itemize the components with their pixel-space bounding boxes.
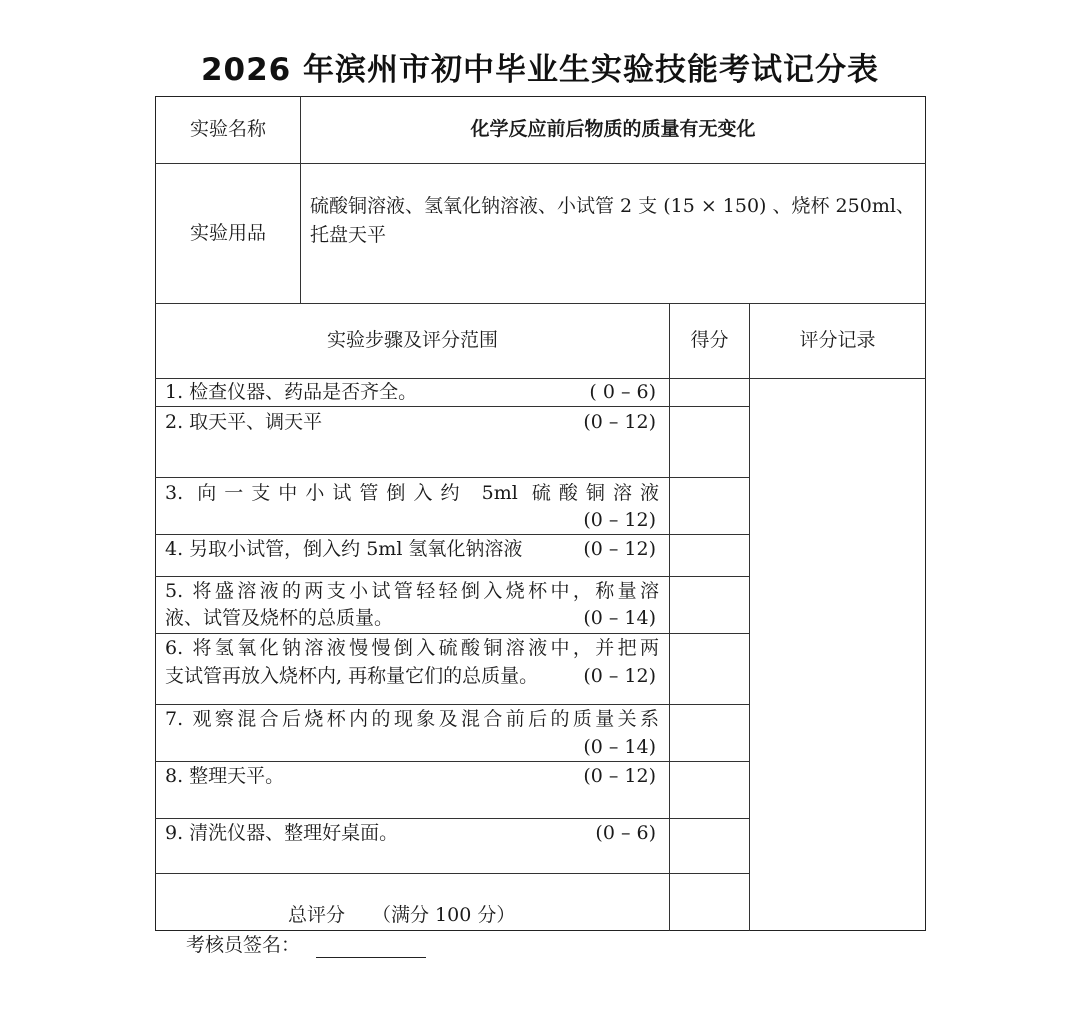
step-5-text-line-2: 液、试管及烧杯的总质量。 bbox=[165, 607, 394, 629]
step-6-range: (0 – 12) bbox=[583, 665, 656, 687]
step-6-text-line-1: 6. 将氢氧化钠溶液慢慢倒入硫酸铜溶液中，并把两 bbox=[165, 637, 659, 659]
row-divider bbox=[155, 873, 749, 874]
page-title: 2026 年滨州市初中毕业生实验技能考试记分表 bbox=[200, 52, 880, 88]
materials-label: 实验用品 bbox=[189, 221, 266, 244]
step-1-text: 1. 检查仪器、药品是否齐全。 bbox=[165, 381, 418, 403]
step-2-range: (0 – 12) bbox=[583, 411, 656, 433]
step-7-text: 7. 观察混合后烧杯内的现象及混合前后的质量关系 bbox=[165, 708, 659, 730]
header-score: 得分 bbox=[690, 329, 729, 352]
column-divider bbox=[669, 303, 670, 931]
materials-line-2: 托盘天平 bbox=[310, 224, 387, 246]
step-3-text: 3. 向一支中小试管倒入约 5ml 硫酸铜溶液 bbox=[165, 482, 659, 504]
materials-line-1: 硫酸铜溶液、氢氧化钠溶液、小试管 2 支 (15 × 150) 、烧杯 250ml、 bbox=[310, 195, 915, 217]
column-divider bbox=[749, 303, 750, 931]
row-divider bbox=[155, 477, 749, 478]
step-6-text-line-2: 支试管再放入烧杯内, 再称量它们的总质量。 bbox=[165, 665, 539, 687]
step-4-text: 4. 另取小试管，倒入约 5ml 氢氧化钠溶液 bbox=[165, 538, 523, 560]
header-steps: 实验步骤及评分范围 bbox=[326, 329, 498, 352]
signature-line bbox=[316, 957, 426, 958]
experiment-name-value: 化学反应前后物质的质量有无变化 bbox=[470, 118, 756, 141]
experiment-name-label: 实验名称 bbox=[189, 118, 266, 141]
step-8-text: 8. 整理天平。 bbox=[165, 765, 285, 787]
signature-label: 考核员签名： bbox=[186, 934, 301, 956]
step-4-range: (0 – 12) bbox=[583, 538, 656, 560]
header-record: 评分记录 bbox=[799, 329, 876, 352]
step-3-range: (0 – 12) bbox=[583, 509, 656, 531]
step-5-range: (0 – 14) bbox=[583, 607, 656, 629]
step-7-range: (0 – 14) bbox=[583, 736, 656, 758]
step-1-range: ( 0 – 6) bbox=[589, 381, 656, 403]
total-label: 总评分 bbox=[288, 904, 346, 926]
total-full-score: （满分 100 分） bbox=[372, 904, 516, 926]
step-2-text: 2. 取天平、调天平 bbox=[165, 411, 323, 433]
step-9-text: 9. 清洗仪器、整理好桌面。 bbox=[165, 822, 399, 844]
step-8-range: (0 – 12) bbox=[583, 765, 656, 787]
step-9-range: (0 – 6) bbox=[595, 822, 656, 844]
step-5-text-line-1: 5. 将盛溶液的两支小试管轻轻倒入烧杯中，称量溶 bbox=[165, 580, 659, 602]
